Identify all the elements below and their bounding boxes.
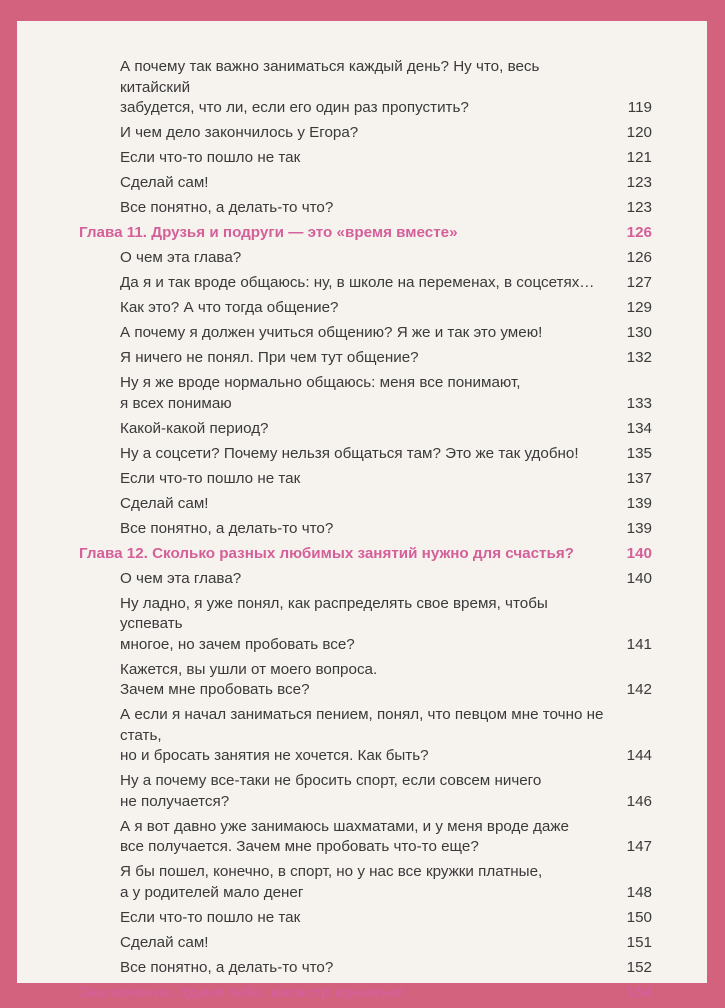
toc-entry (79, 908, 652, 929)
toc-chapter-heading (79, 544, 652, 565)
toc-entry-title: Все понятно, а делать-то что? (120, 199, 334, 216)
toc-entry-title: Кажется, вы ушли от моего вопроса. Зачем мне пробовать все? (120, 660, 378, 698)
toc-entry-title: Ну а почему все-таки не бросить спорт, если совсем ничего не получается? (120, 772, 542, 810)
toc-entry-title: Если что-то пошло не так (120, 908, 301, 926)
toc-entry-title: Ну а соцсети? Почему нельзя общаться там? Это же так удобно! (120, 444, 579, 462)
toc-entry-page: 119 (627, 99, 652, 116)
toc-entry-page: 134 (626, 419, 652, 437)
toc-entry (79, 173, 652, 194)
toc-entry-page: 137 (626, 469, 652, 487)
toc-entry-page: 147 (626, 838, 652, 855)
toc-entry (79, 494, 652, 515)
toc-entry-page: 139 (626, 519, 652, 537)
toc-entry-title: Все понятно, а делать-то что? (120, 958, 334, 976)
toc-entry-title: Сделай сам! (120, 933, 209, 951)
toc-entry (79, 705, 652, 767)
toc-chapter-title: Заключение. Удачи тебе, магистр времени! (79, 983, 405, 1001)
toc-entry-page: 144 (626, 747, 652, 764)
toc-entry-title: Ну я же вроде нормально общаюсь: меня все понимают, я всех понимаю (120, 374, 521, 412)
toc-entry-page: 140 (626, 569, 652, 587)
toc-entry (79, 771, 652, 812)
toc-entry-page: 148 (626, 883, 652, 901)
toc-chapter-title: Глава 12. Сколько разных любимых занятий нужно для счастья? (79, 544, 574, 562)
book-page (17, 21, 707, 1001)
toc-entry-title: Сделай сам! (120, 494, 209, 512)
toc-chapter-title: Глава 11. Друзья и подруги — это «время вместе» (79, 224, 458, 241)
toc-entry (79, 444, 652, 465)
toc-entry-page: 150 (626, 908, 652, 926)
toc-entry (79, 298, 652, 319)
toc-chapter-page: 126 (626, 224, 652, 241)
toc-entry-title: Как это? А что тогда общение? (120, 299, 339, 316)
toc-entry (79, 519, 652, 540)
toc-entry-page: 132 (626, 349, 652, 366)
toc-entry-page: 141 (626, 635, 652, 653)
toc-entry (79, 419, 652, 440)
toc-entry (79, 198, 652, 219)
toc-entry-title: А почему так важно заниматься каждый день? Ну что, весь китайский забудется, что ли, если его один раз пропустить? (120, 58, 540, 116)
toc-entry (79, 660, 652, 701)
toc-entry-page: 135 (626, 444, 652, 462)
toc-entry-title: Если что-то пошло не так (120, 469, 301, 487)
toc-entry-page: 152 (626, 958, 652, 976)
toc-entry-page: 142 (626, 681, 652, 698)
toc-entry-page: 133 (626, 394, 652, 412)
toc-entry-title: Все понятно, а делать-то что? (120, 519, 334, 537)
toc-entry-page: 129 (626, 299, 652, 316)
toc-entry-title: Я ничего не понял. При чем тут общение? (120, 349, 419, 366)
toc-entry-page: 146 (626, 792, 652, 810)
toc-entry-page: 130 (626, 324, 652, 341)
toc-entry (79, 323, 652, 344)
toc-entry (79, 933, 652, 954)
toc-entry-page: 121 (626, 149, 652, 166)
toc-entry-title: Какой-какой период? (120, 419, 269, 437)
toc-chapter-page: 154 (626, 983, 652, 1001)
toc-entry-title: Если что-то пошло не так (120, 149, 301, 166)
toc-entry-title: И чем дело закончилось у Егора? (120, 124, 359, 141)
toc-entry (79, 57, 652, 119)
toc-entry (79, 817, 652, 858)
toc-entry (79, 958, 652, 979)
toc-entry (79, 373, 652, 414)
toc-entry (79, 569, 652, 590)
toc-entry (79, 148, 652, 169)
toc-entry-title: Ну ладно, я уже понял, как распределять свое время, чтобы успевать многое, но зачем пробовать все? (120, 594, 548, 653)
toc-entry-page: 123 (626, 174, 652, 191)
toc-entry-title: О чем эта глава? (120, 569, 242, 587)
toc-entry-title: А если я начал заниматься пением, понял, что певцом мне точно не стать, но и бросать занятия не хочется. Как быть? (120, 706, 604, 764)
toc-entry-title: А я вот давно уже занимаюсь шахматами, и у меня вроде даже все получается. Зачем мне пробовать что-то еще? (120, 817, 569, 855)
toc-entry (79, 348, 652, 369)
toc-entry (79, 273, 652, 294)
toc-entry-page: 127 (626, 274, 652, 291)
toc-entry-page: 126 (626, 249, 652, 266)
toc-entry (79, 248, 652, 269)
toc-entry-page: 120 (626, 124, 652, 141)
table-of-contents (79, 57, 652, 1008)
toc-entry (79, 594, 652, 656)
toc-entry-page: 151 (626, 933, 652, 951)
toc-chapter-heading (79, 223, 652, 244)
toc-entry (79, 123, 652, 144)
toc-entry (79, 862, 652, 903)
toc-entry-title: О чем эта глава? (120, 249, 242, 266)
toc-entry-page: 123 (626, 199, 652, 216)
toc-chapter-page: 140 (626, 544, 652, 562)
toc-entry-title: А почему я должен учиться общению? Я же и так это умею! (120, 324, 543, 341)
toc-entry-title: Да я и так вроде общаюсь: ну, в школе на переменах, в соцсетях… (120, 274, 595, 291)
toc-entry-page: 139 (626, 494, 652, 512)
toc-entry (79, 469, 652, 490)
toc-entry-title: Я бы пошел, конечно, в спорт, но у нас все кружки платные, а у родителей мало денег (120, 863, 543, 901)
toc-entry-title: Сделай сам! (120, 174, 209, 191)
